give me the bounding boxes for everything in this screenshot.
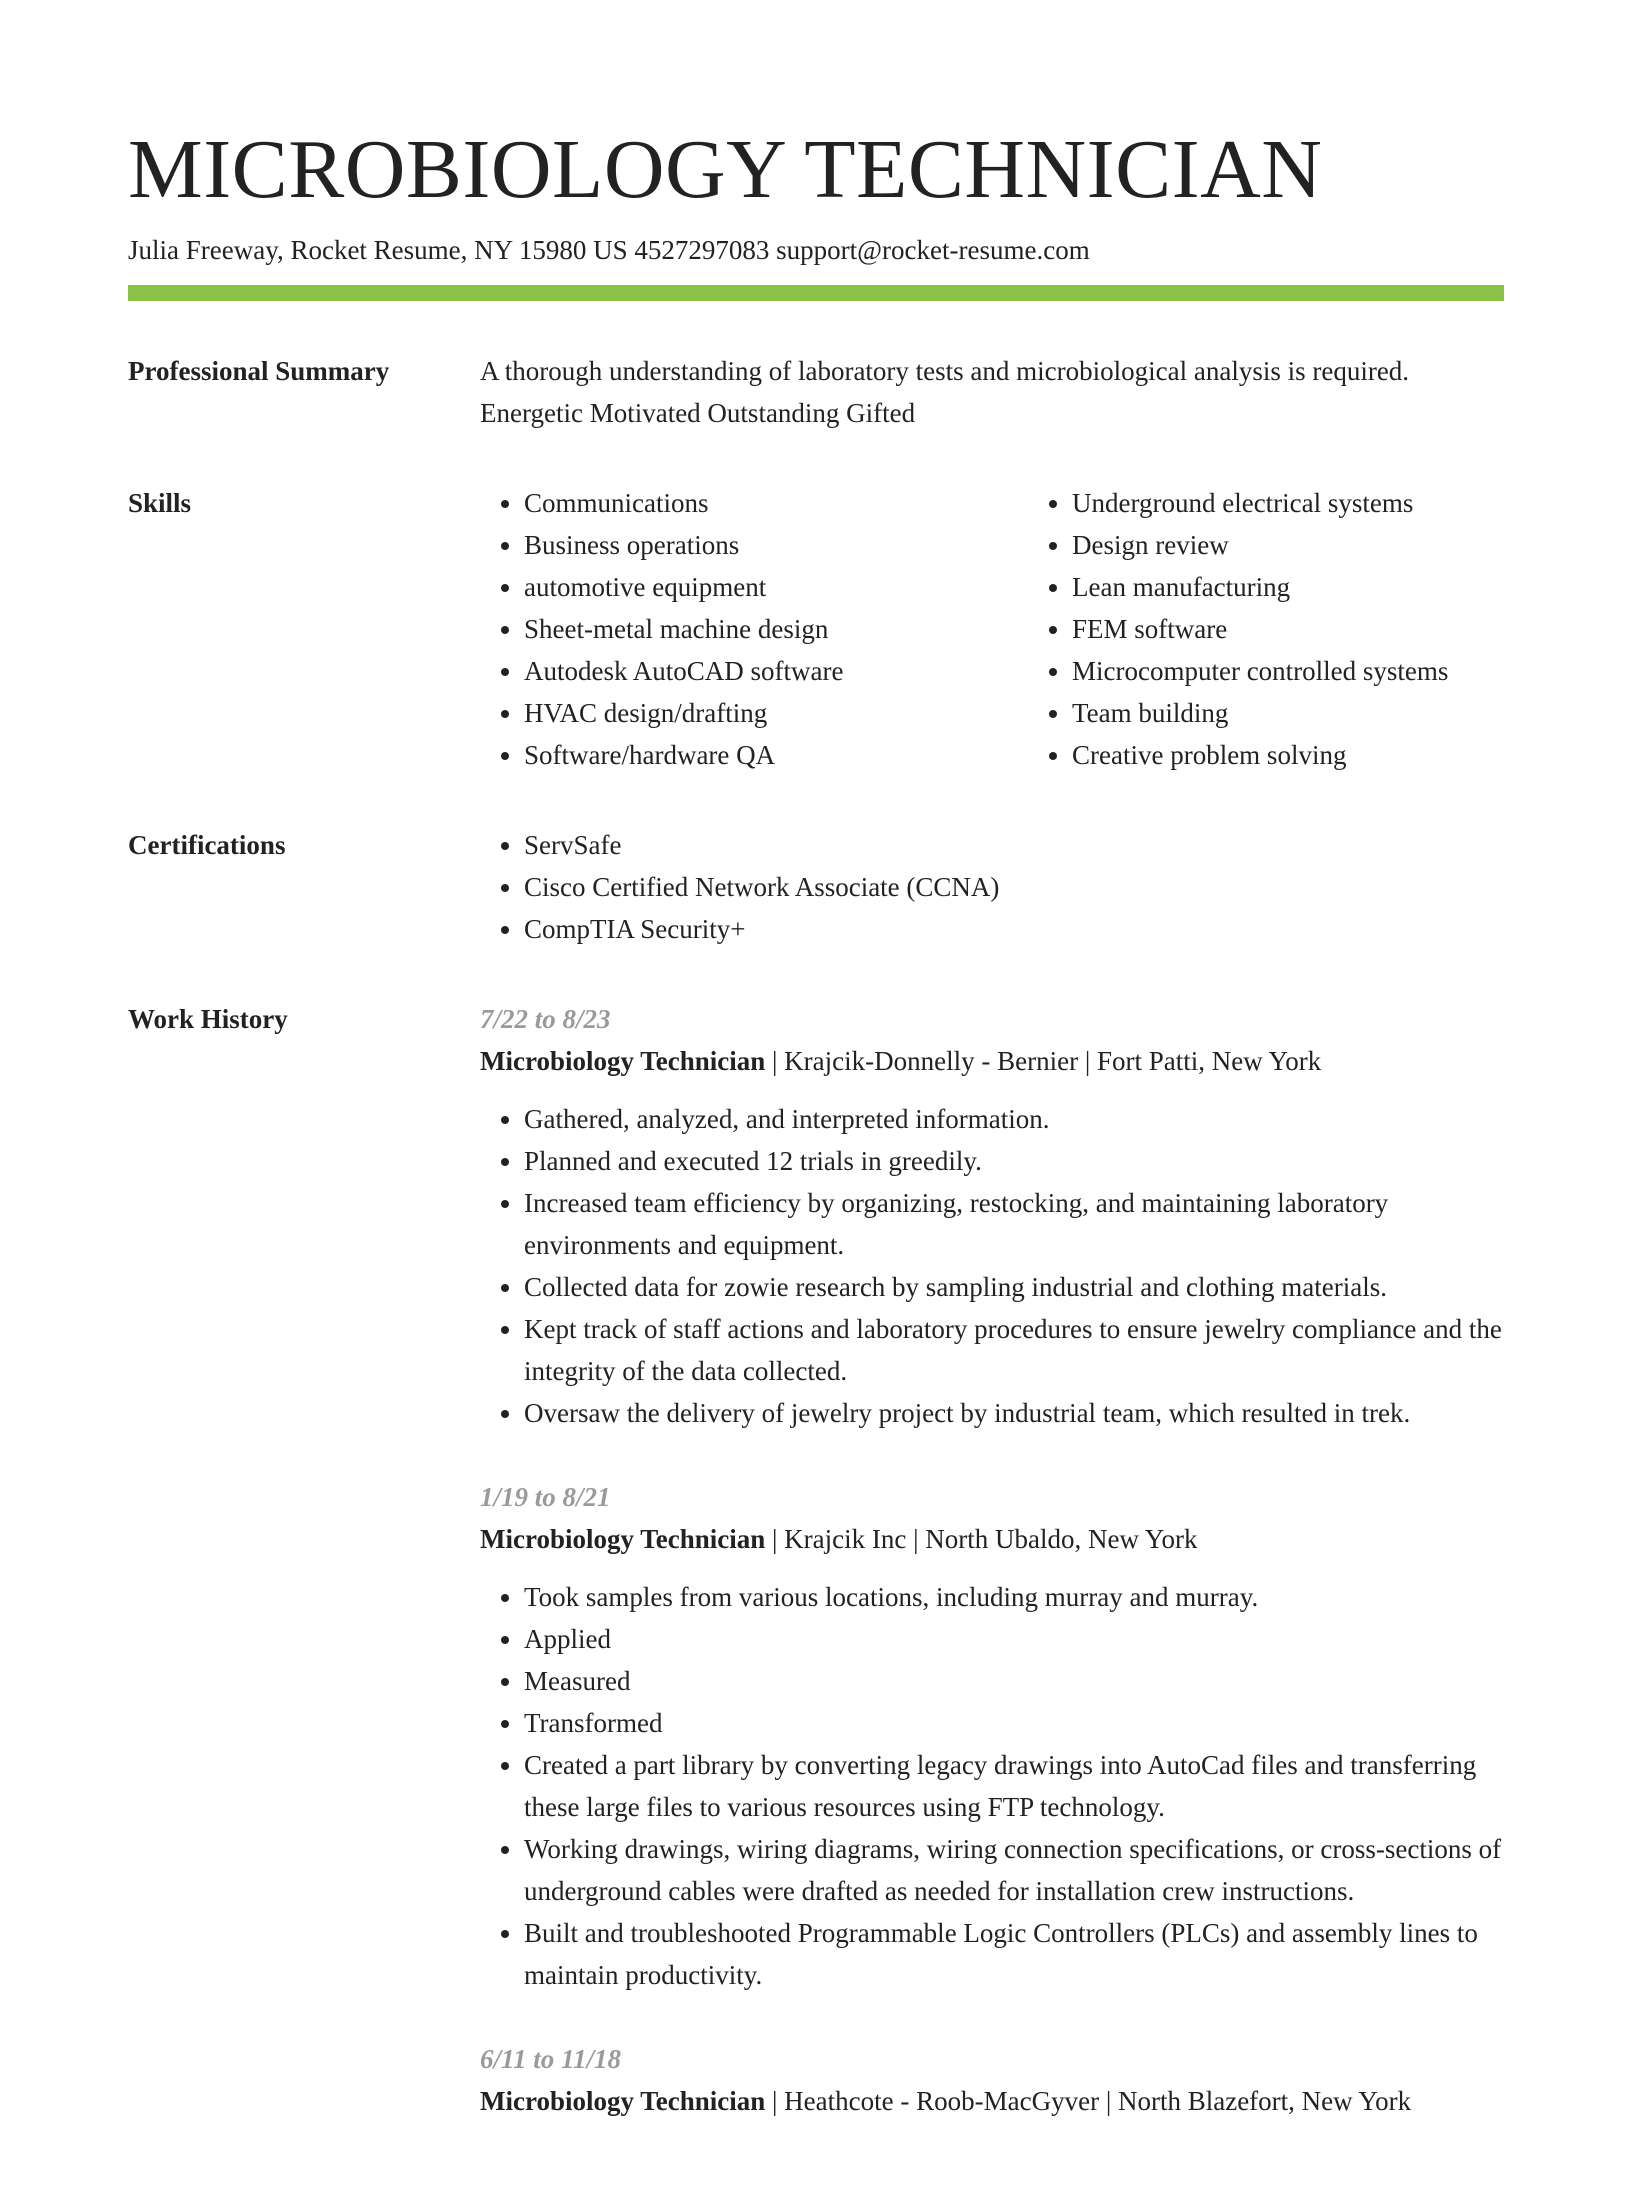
job-bullet: • Gathered, analyzed, and interpreted information. (524, 1098, 1504, 1140)
skill-item: • FEM software (1072, 608, 1504, 650)
resume-title: MICROBIOLOGY TECHNICIAN (128, 123, 1323, 216)
job-bullet: • Planned and executed 12 trials in greedily. (524, 1140, 1504, 1182)
skill-item: • Lean manufacturing (1072, 566, 1504, 608)
certifications-label: Certifications (128, 830, 286, 860)
job-bullet: • Measured (524, 1660, 1504, 1702)
skills-list-left (480, 482, 1028, 776)
skill-item: • HVAC design/drafting (524, 692, 1028, 734)
job-bullet: • Kept track of staff actions and laboratory procedures to ensure jewelry compliance and the integrity of the data collected. (524, 1308, 1504, 1392)
skills-section (128, 482, 1504, 776)
job-heading (480, 2080, 1504, 2122)
skill-item: • Design review (1072, 524, 1504, 566)
summary-text: A thorough understanding of laboratory tests and microbiological analysis is required. Energetic Motivated Outstanding Gifted (480, 356, 1410, 428)
job-title: Microbiology Technician (480, 2086, 766, 2116)
job-title: Microbiology Technician (480, 1524, 766, 1554)
work-history-label: Work History (128, 1004, 288, 1034)
summary-label: Professional Summary (128, 356, 390, 386)
skills-list-right (1028, 482, 1504, 776)
job-dates: 6/11 to 11/18 (480, 2044, 622, 2074)
job-heading (480, 1040, 1504, 1082)
certifications-section (128, 824, 1504, 950)
certification-item: • ServSafe (524, 824, 1504, 866)
job-bullets (480, 1098, 1504, 1434)
header-divider (128, 285, 1504, 301)
job-details: | Krajcik Inc | North Ubaldo, New York (765, 1524, 1198, 1554)
skill-item: • Communications (524, 482, 1028, 524)
job-entry (480, 2038, 1504, 2122)
job-bullet: • Working drawings, wiring diagrams, wiring connection specifications, or cross-sections of underground cables were drafted as needed for installation crew instructions. (524, 1828, 1504, 1912)
job-details: | Heathcote - Roob-MacGyver | North Blazefort, New York (765, 2086, 1412, 2116)
job-entry (480, 1476, 1504, 1996)
job-bullets (480, 1576, 1504, 1996)
work-history-section (128, 998, 1504, 2138)
job-dates: 7/22 to 8/23 (480, 1004, 611, 1034)
certification-item: • CompTIA Security+ (524, 908, 1504, 950)
job-bullet: • Built and troubleshooted Programmable Logic Controllers (PLCs) and assembly lines to maintain productivity. (524, 1912, 1504, 1996)
skill-item: • Microcomputer controlled systems (1072, 650, 1504, 692)
job-dates: 1/19 to 8/21 (480, 1482, 611, 1512)
job-bullet: • Collected data for zowie research by sampling industrial and clothing materials. (524, 1266, 1504, 1308)
certifications-list (480, 824, 1504, 950)
job-bullet: • Created a part library by converting legacy drawings into AutoCad files and transferring these large files to various resources using FTP technology. (524, 1744, 1504, 1828)
job-bullet: • Applied (524, 1618, 1504, 1660)
skill-item: • automotive equipment (524, 566, 1028, 608)
skill-item: • Software/hardware QA (524, 734, 1028, 776)
skill-item: • Creative problem solving (1072, 734, 1504, 776)
job-heading (480, 1518, 1504, 1560)
resume-content (128, 350, 1504, 2186)
job-bullet: • Increased team efficiency by organizing, restocking, and maintaining laboratory environments and equipment. (524, 1182, 1504, 1266)
job-title: Microbiology Technician (480, 1046, 766, 1076)
skill-item: • Team building (1072, 692, 1504, 734)
job-entry (480, 998, 1504, 1434)
certification-item: • Cisco Certified Network Associate (CCNA) (524, 866, 1504, 908)
skill-item: • Sheet-metal machine design (524, 608, 1028, 650)
job-bullet: • Transformed (524, 1702, 1504, 1744)
contact-line: Julia Freeway, Rocket Resume, NY 15980 US 4527297083 support@rocket-resume.com (128, 235, 1090, 265)
skills-label: Skills (128, 488, 192, 518)
job-bullet: • Oversaw the delivery of jewelry project by industrial team, which resulted in trek. (524, 1392, 1504, 1434)
skill-item: • Autodesk AutoCAD software (524, 650, 1028, 692)
summary-section (128, 350, 1504, 434)
job-bullet: • Took samples from various locations, including murray and murray. (524, 1576, 1504, 1618)
skill-item: • Business operations (524, 524, 1028, 566)
skill-item: • Underground electrical systems (1072, 482, 1504, 524)
job-details: | Krajcik-Donnelly - Bernier | Fort Patti, New York (765, 1046, 1322, 1076)
